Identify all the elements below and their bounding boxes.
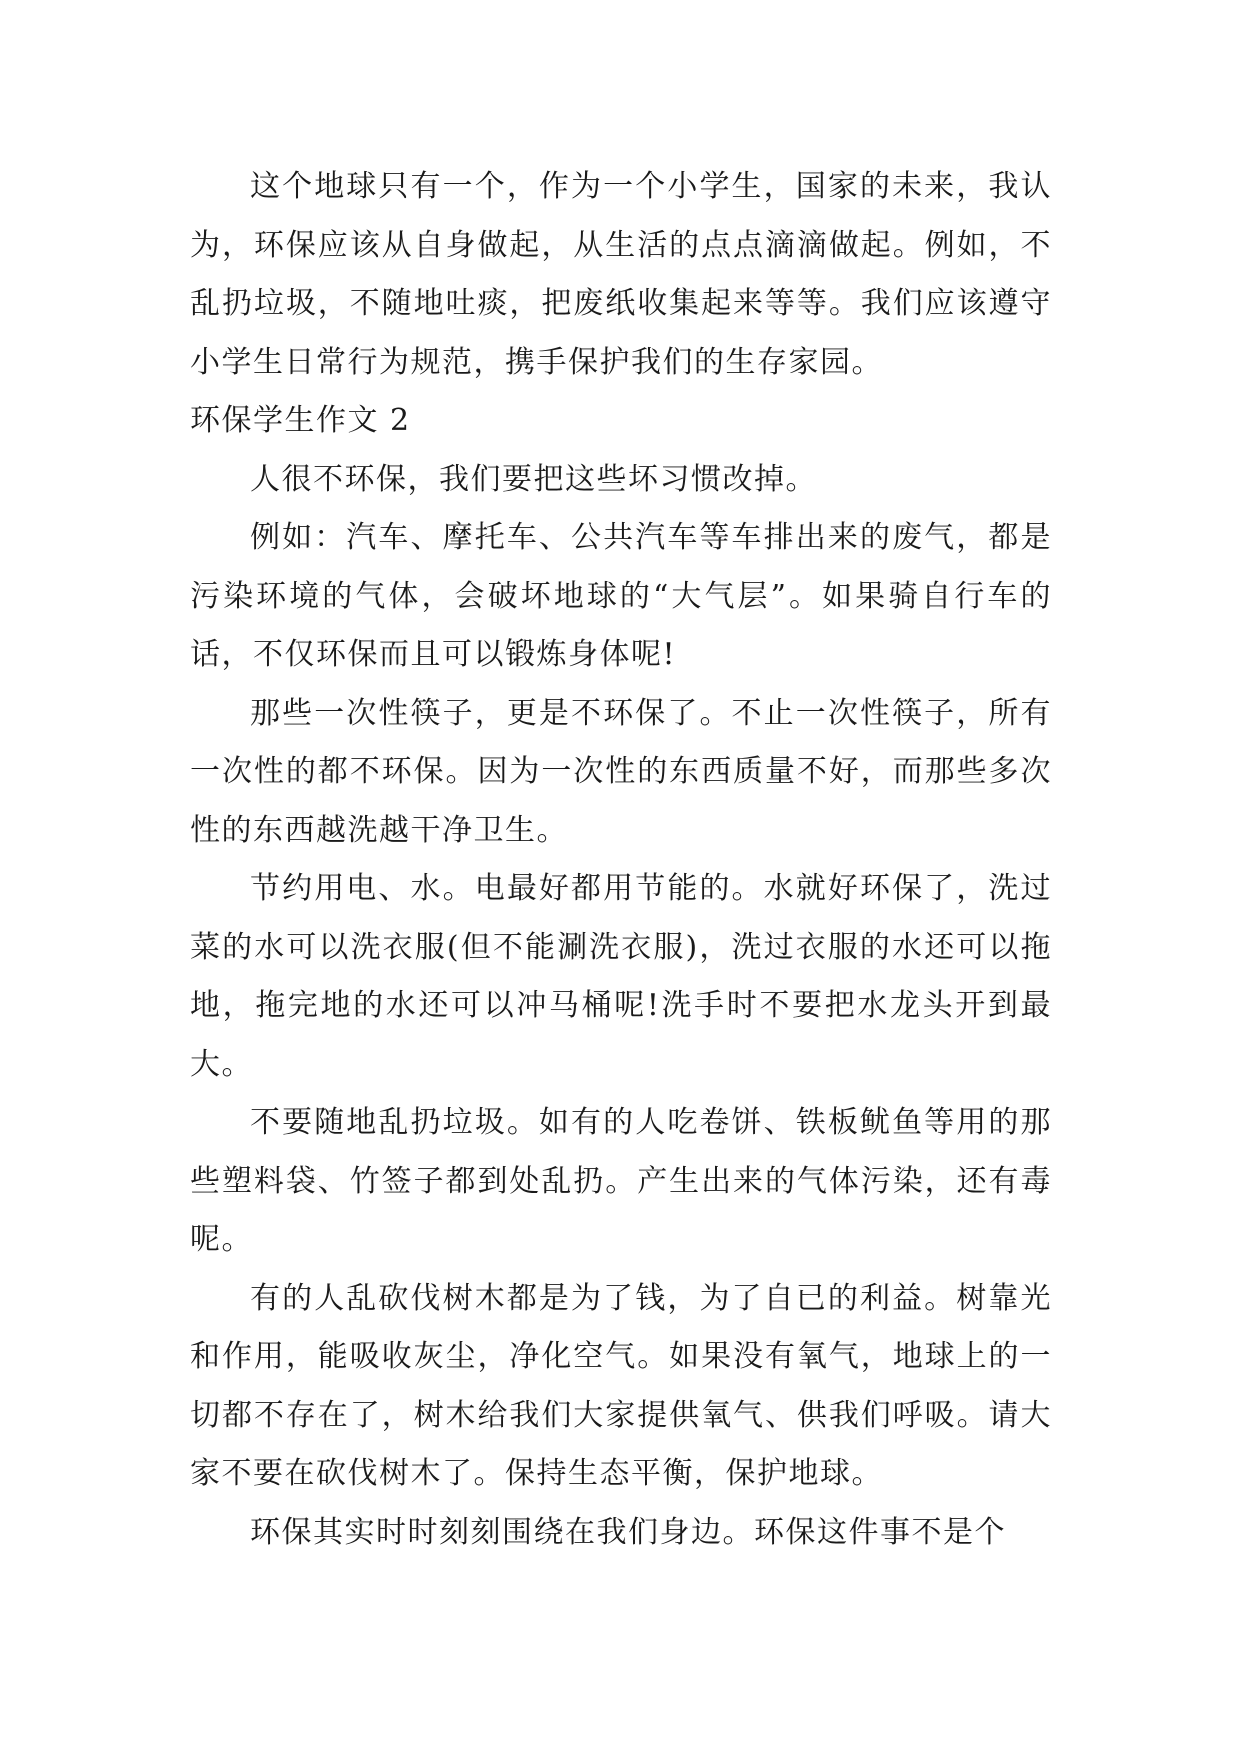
paragraph-6: 有的人乱砍伐树木都是为了钱，为了自已的利益。树靠光和作用，能吸收灰尘，净化空气。如果没有氧气，地球上的一切都不存在了，树木给我们大家提供氧气、供我们呼吸。请大家不要在砍伐树木了。保持生态平衡，保护地球。 bbox=[190, 1280, 1052, 1491]
paragraph-7: 环保其实时时刻刻围绕在我们身边。环保这件事不是个 bbox=[250, 1514, 1006, 1550]
essay-heading: 环保学生作文 2 bbox=[190, 403, 411, 438]
document-page bbox=[190, 158, 1052, 1562]
paragraph-1: 人很不环保，我们要把这些坏习惯改掉。 bbox=[250, 461, 817, 497]
paragraph-5: 不要随地乱扔垃圾。如有的人吃卷饼、铁板鱿鱼等用的那些塑料袋、竹签子都到处乱扔。产生出来的气体污染，还有毒呢。 bbox=[190, 1105, 1052, 1257]
paragraph-intro: 这个地球只有一个，作为一个小学生，国家的未来，我认为，环保应该从自身做起，从生活的点点滴滴做起。例如，不乱扔垃圾，不随地吐痰，把废纸收集起来等等。我们应该遵守小学生日常行为规范，携手保护我们的生存家园。 bbox=[190, 169, 1052, 380]
paragraph-3: 那些一次性筷子，更是不环保了。不止一次性筷子，所有一次性的都不环保。因为一次性的东西质量不好，而那些多次性的东西越洗越干净卫生。 bbox=[190, 695, 1052, 848]
paragraph-4: 节约用电、水。电最好都用节能的。水就好环保了，洗过菜的水可以洗衣服(但不能涮洗衣服)，洗过衣服的水还可以拖地，拖完地的水还可以冲马桶呢!洗手时不要把水龙头开到最大。 bbox=[190, 871, 1052, 1082]
paragraph-2: 例如：汽车、摩托车、公共汽车等车排出来的废气，都是污染环境的气体，会破坏地球的“大气层”。如果骑自行车的话，不仅环保而且可以锻炼身体呢! bbox=[190, 520, 1052, 672]
